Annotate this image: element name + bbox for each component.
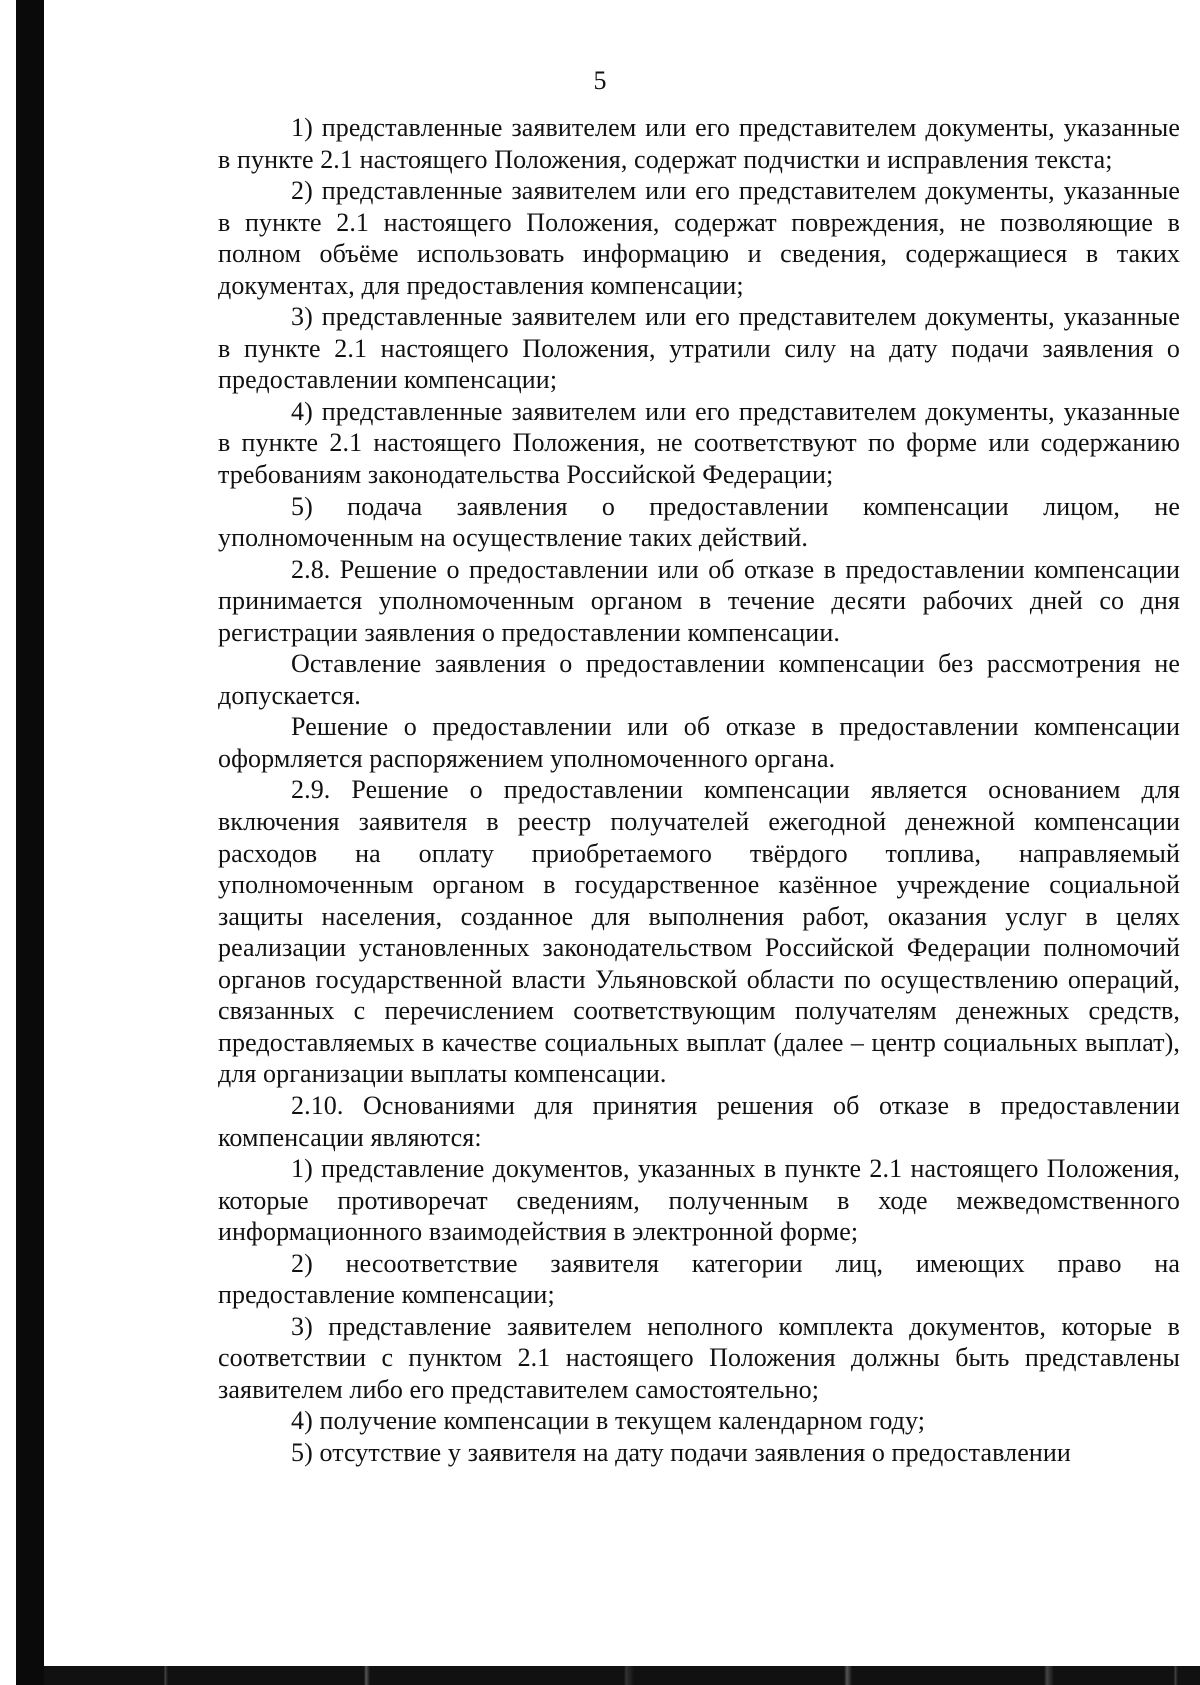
paragraph: Решение о предоставлении или об отказе в предоставлении компенсации оформляется распоряжением уполномоченного органа. — [218, 712, 1180, 773]
paragraph: 5) отсутствие у заявителя на дату подачи заявления о предоставлении — [291, 1437, 1071, 1467]
paragraph: Оставление заявления о предоставлении компенсации без рассмотрения не допускается. — [218, 649, 1180, 710]
paragraph: 2) несоответствие заявителя категории лиц, имеющих право на предоставление компенсации; — [218, 1248, 1180, 1310]
paragraph: 3) представленные заявителем или его представителем документы, указанные в пункте 2.1 настоящего Положения, утратили силу на дату подачи заявления о предоставлении компенсации; — [218, 302, 1180, 395]
paragraph: 2) представленные заявителем или его представителем документы, указанные в пункте 2.1 настоящего Положения, содержат повреждения, не позволяющие в полном объёме использовать информацию и сведения, содержащиеся в таких документах, для предоставления компенсации; — [218, 176, 1180, 300]
paragraph: 2.10. Основаниями для принятия решения об отказе в предоставлении компенсации являются: — [218, 1090, 1180, 1152]
document-body — [218, 112, 1180, 1469]
paragraph: 1) представленные заявителем или его представителем документы, указанные в пункте 2.1 настоящего Положения, содержат подчистки и исправления текста; — [218, 113, 1180, 174]
paragraph: 5) подача заявления о предоставлении компенсации лицом, не уполномоченным на осуществление таких действий. — [218, 491, 1180, 553]
paragraph: 4) представленные заявителем или его представителем документы, указанные в пункте 2.1 настоящего Положения, не соответствуют по форме или содержанию требованиям законодательства Российской Федерации; — [218, 396, 1180, 490]
paragraph: 4) получение компенсации в текущем календарном году; — [291, 1406, 926, 1436]
paragraph: 2.9. Решение о предоставлении компенсации является основанием для включения заявителя в реестр получателей ежегодной денежной компенсации расходов на оплату приобретаемого твёрдого топлива, направляемый уполномоченным органом в государственное казённое учреждение социальной защиты населения, созданное для выполнения работ, оказания услуг в целях реализации установленных законодательством Российской Федерации полномочий органов государственной власти Ульяновской области по осуществлению операций, связанных с перечислением соответствующим получателям денежных средств, предоставляемых в качестве социальных выплат (далее – центр социальных выплат), для организации выплаты компенсации. — [218, 775, 1180, 1089]
paragraph: 1) представление документов, указанных в пункте 2.1 настоящего Положения, которые противоречат сведениям, полученным в ходе межведомственного информационного взаимодействия в электронной форме; — [218, 1154, 1180, 1247]
scan-bottom-edge — [44, 1666, 1200, 1685]
paragraph: 2.8. Решение о предоставлении или об отказе в предоставлении компенсации принимается уполномоченным органом в течение десяти рабочих дней со дня регистрации заявления о предоставлении компенсации. — [218, 554, 1180, 647]
paragraph: 3) представление заявителем неполного комплекта документов, которые в соответствии с пунктом 2.1 настоящего Положения должны быть представлены заявителем либо его представителем самостоятельно; — [218, 1311, 1180, 1404]
page-number: 5 — [593, 66, 607, 95]
scan-left-edge — [16, 0, 44, 1685]
